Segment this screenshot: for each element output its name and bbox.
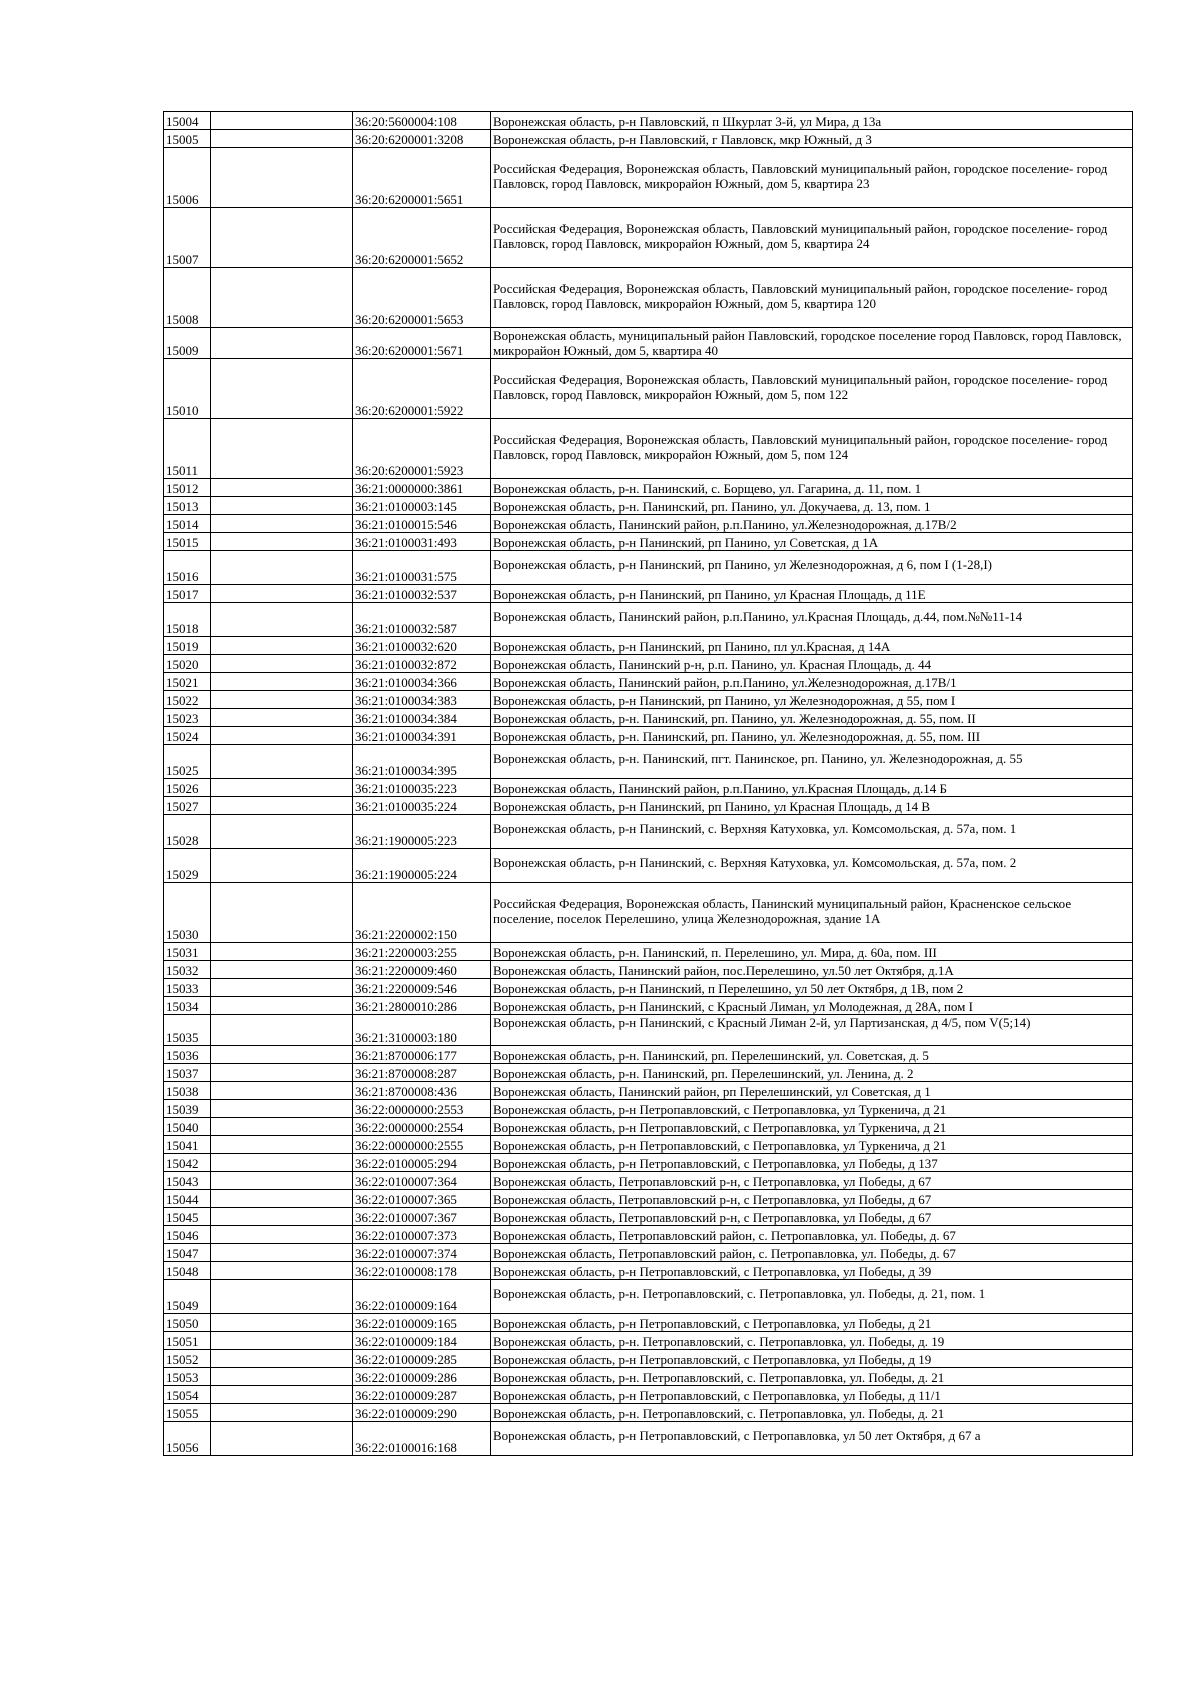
table-row	[164, 1172, 1133, 1190]
row-number: 15035	[164, 1015, 211, 1046]
row-number: 15044	[164, 1190, 211, 1208]
cadastral-number: 36:22:0000000:2553	[353, 1100, 491, 1118]
empty-cell	[211, 779, 353, 797]
table-row	[164, 1244, 1133, 1262]
cadastral-number: 36:22:0100009:184	[353, 1332, 491, 1350]
table-row	[164, 1064, 1133, 1082]
row-number: 15026	[164, 779, 211, 797]
cadastral-number: 36:20:6200001:5653	[353, 268, 491, 328]
table-row	[164, 497, 1133, 515]
row-number: 15017	[164, 585, 211, 603]
empty-cell	[211, 148, 353, 208]
row-number: 15025	[164, 745, 211, 779]
empty-cell	[211, 1015, 353, 1046]
empty-cell	[211, 1190, 353, 1208]
table-row	[164, 779, 1133, 797]
address: Воронежская область, р-н Панинский, рп Панино, ул Красная Площадь, д 11Е	[491, 585, 1133, 603]
cadastral-number: 36:21:0100034:395	[353, 745, 491, 779]
empty-cell	[211, 1118, 353, 1136]
row-number: 15020	[164, 655, 211, 673]
row-number: 15013	[164, 497, 211, 515]
address: Воронежская область, р-н Панинский, рп Панино, ул Советская, д 1А	[491, 533, 1133, 551]
cadastral-number: 36:20:6200001:5923	[353, 419, 491, 479]
table-row	[164, 112, 1133, 130]
table-row	[164, 1314, 1133, 1332]
empty-cell	[211, 1422, 353, 1456]
cadastral-number: 36:22:0100007:373	[353, 1226, 491, 1244]
row-number: 15030	[164, 883, 211, 943]
row-number: 15031	[164, 943, 211, 961]
table-row	[164, 1386, 1133, 1404]
row-number: 15049	[164, 1280, 211, 1314]
empty-cell	[211, 1046, 353, 1064]
row-number: 15015	[164, 533, 211, 551]
empty-cell	[211, 1100, 353, 1118]
cadastral-number: 36:21:0100032:537	[353, 585, 491, 603]
table-row	[164, 1404, 1133, 1422]
address: Воронежская область, Панинский район, р.п.Панино, ул.Красная Площадь, д.44, пом.№№11-14	[491, 603, 1133, 637]
address: Российская Федерация, Воронежская область, Панинский муниципальный район, Красненское сельское поселение, поселок Перелешино, улица Железнодорожная, здание 1А	[491, 883, 1133, 943]
row-number: 15052	[164, 1350, 211, 1368]
row-number: 15039	[164, 1100, 211, 1118]
row-number: 15004	[164, 112, 211, 130]
cadastral-number: 36:21:2200009:546	[353, 979, 491, 997]
address: Воронежская область, Панинский район, р.п.Панино, ул.Красная Площадь, д.14 Б	[491, 779, 1133, 797]
cadastral-number: 36:20:5600004:108	[353, 112, 491, 130]
table-row	[164, 479, 1133, 497]
table-row	[164, 1136, 1133, 1154]
empty-cell	[211, 1332, 353, 1350]
cadastral-number: 36:22:0100016:168	[353, 1422, 491, 1456]
address: Воронежская область, р-н. Панинский, рп. Панино, ул. Докучаева, д. 13, пом. 1	[491, 497, 1133, 515]
row-number: 15023	[164, 709, 211, 727]
cadastral-number: 36:21:8700008:287	[353, 1064, 491, 1082]
table-row	[164, 533, 1133, 551]
empty-cell	[211, 1208, 353, 1226]
address: Воронежская область, р-н. Петропавловский, с. Петропавловка, ул. Победы, д. 21	[491, 1368, 1133, 1386]
address: Российская Федерация, Воронежская область, Павловский муниципальный район, городское поселение- город Павловск, город Павловск, микрорайон Южный, дом 5, пом 124	[491, 419, 1133, 479]
table-row	[164, 130, 1133, 148]
table-row	[164, 1015, 1133, 1046]
address: Воронежская область, р-н. Панинский, рп. Перелешинский, ул. Советская, д. 5	[491, 1046, 1133, 1064]
table-row	[164, 883, 1133, 943]
cadastral-number: 36:21:0100034:383	[353, 691, 491, 709]
address: Воронежская область, р-н. Панинский, рп. Панино, ул. Железнодорожная, д. 55, пом. III	[491, 727, 1133, 745]
table-row	[164, 148, 1133, 208]
empty-cell	[211, 637, 353, 655]
cadastral-number: 36:22:0100009:285	[353, 1350, 491, 1368]
row-number: 15019	[164, 637, 211, 655]
table-row	[164, 797, 1133, 815]
row-number: 15027	[164, 797, 211, 815]
address: Воронежская область, р-н Панинский, с Красный Лиман 2-й, ул Партизанская, д 4/5, пом V(5;14)	[491, 1015, 1133, 1046]
table-row	[164, 551, 1133, 585]
row-number: 15028	[164, 815, 211, 849]
row-number: 15041	[164, 1136, 211, 1154]
address: Воронежская область, р-н Панинский, с. Верхняя Катуховка, ул. Комсомольская, д. 57а, пом. 1	[491, 815, 1133, 849]
address: Воронежская область, муниципальный район Павловский, городское поселение город Павловск, город Павловск, микрорайон Южный, дом 5, квартира 40	[491, 328, 1133, 359]
empty-cell	[211, 1386, 353, 1404]
address: Воронежская область, р-н Панинский, с Красный Лиман, ул Молодежная, д 28А, пом I	[491, 997, 1133, 1015]
cadastral-number: 36:22:0100009:165	[353, 1314, 491, 1332]
table-row	[164, 637, 1133, 655]
empty-cell	[211, 1350, 353, 1368]
row-number: 15009	[164, 328, 211, 359]
cadastral-number: 36:21:0000000:3861	[353, 479, 491, 497]
empty-cell	[211, 479, 353, 497]
table-row	[164, 1118, 1133, 1136]
cadastral-number: 36:22:0100007:364	[353, 1172, 491, 1190]
row-number: 15010	[164, 359, 211, 419]
row-number: 15033	[164, 979, 211, 997]
address: Воронежская область, р-н Петропавловский, с Петропавловка, ул Туркенича, д 21	[491, 1100, 1133, 1118]
table-row	[164, 603, 1133, 637]
row-number: 15048	[164, 1262, 211, 1280]
address: Воронежская область, Панинский район, рп Перелешинский, ул Советская, д 1	[491, 1082, 1133, 1100]
address: Воронежская область, р-н Петропавловский, с Петропавловка, ул Победы, д 11/1	[491, 1386, 1133, 1404]
table-row	[164, 655, 1133, 673]
cadastral-number: 36:22:0100007:367	[353, 1208, 491, 1226]
table-row	[164, 328, 1133, 359]
row-number: 15053	[164, 1368, 211, 1386]
cadastral-number: 36:20:6200001:5651	[353, 148, 491, 208]
address: Воронежская область, р-н Панинский, рп Панино, ул Железнодорожная, д 55, пом I	[491, 691, 1133, 709]
table-row	[164, 1046, 1133, 1064]
cadastral-number: 36:21:0100035:223	[353, 779, 491, 797]
cadastral-number: 36:22:0100008:178	[353, 1262, 491, 1280]
row-number: 15045	[164, 1208, 211, 1226]
cadastral-number: 36:21:0100003:145	[353, 497, 491, 515]
table-row	[164, 515, 1133, 533]
table-row	[164, 1226, 1133, 1244]
table-row	[164, 727, 1133, 745]
cadastral-number: 36:21:0100035:224	[353, 797, 491, 815]
empty-cell	[211, 883, 353, 943]
cadastral-number: 36:21:0100031:575	[353, 551, 491, 585]
cadastral-number: 36:21:8700006:177	[353, 1046, 491, 1064]
empty-cell	[211, 1368, 353, 1386]
table-row	[164, 585, 1133, 603]
cadastral-number: 36:21:0100032:872	[353, 655, 491, 673]
empty-cell	[211, 1172, 353, 1190]
row-number: 15036	[164, 1046, 211, 1064]
address: Воронежская область, р-н. Панинский, пгт. Панинское, рп. Панино, ул. Железнодорожная, д. 55	[491, 745, 1133, 779]
row-number: 15016	[164, 551, 211, 585]
table-row	[164, 745, 1133, 779]
empty-cell	[211, 655, 353, 673]
row-number: 15024	[164, 727, 211, 745]
address: Воронежская область, р-н Панинский, рп Панино, ул Железнодорожная, д 6, пом I (1-28,I)	[491, 551, 1133, 585]
address: Воронежская область, р-н. Панинский, рп. Перелешинский, ул. Ленина, д. 2	[491, 1064, 1133, 1082]
row-number: 15018	[164, 603, 211, 637]
empty-cell	[211, 112, 353, 130]
row-number: 15046	[164, 1226, 211, 1244]
cadastral-number: 36:21:2800010:286	[353, 997, 491, 1015]
table-row	[164, 961, 1133, 979]
address: Воронежская область, р-н. Петропавловский, с. Петропавловка, ул. Победы, д. 19	[491, 1332, 1133, 1350]
cadastral-number: 36:20:6200001:5652	[353, 208, 491, 268]
row-number: 15006	[164, 148, 211, 208]
table-row	[164, 1332, 1133, 1350]
row-number: 15051	[164, 1332, 211, 1350]
row-number: 15037	[164, 1064, 211, 1082]
address: Воронежская область, Петропавловский р-н, с Петропавловка, ул Победы, д 67	[491, 1208, 1133, 1226]
cadastral-number: 36:21:2200009:460	[353, 961, 491, 979]
address: Воронежская область, р-н Петропавловский, с Петропавловка, ул Победы, д 137	[491, 1154, 1133, 1172]
cadastral-number: 36:22:0000000:2555	[353, 1136, 491, 1154]
address: Воронежская область, р-н Павловский, п Шкурлат 3-й, ул Мира, д 13а	[491, 112, 1133, 130]
empty-cell	[211, 130, 353, 148]
empty-cell	[211, 208, 353, 268]
empty-cell	[211, 727, 353, 745]
cadastral-number: 36:22:0100009:287	[353, 1386, 491, 1404]
empty-cell	[211, 943, 353, 961]
row-number: 15007	[164, 208, 211, 268]
cadastral-number: 36:21:0100015:546	[353, 515, 491, 533]
address: Воронежская область, р-н Панинский, с. Верхняя Катуховка, ул. Комсомольская, д. 57а, пом. 2	[491, 849, 1133, 883]
empty-cell	[211, 797, 353, 815]
row-number: 15042	[164, 1154, 211, 1172]
empty-cell	[211, 1136, 353, 1154]
table-row	[164, 1280, 1133, 1314]
cadastral-number: 36:22:0100009:290	[353, 1404, 491, 1422]
cadastral-number: 36:21:0100032:587	[353, 603, 491, 637]
table-row	[164, 208, 1133, 268]
row-number: 15054	[164, 1386, 211, 1404]
row-number: 15012	[164, 479, 211, 497]
address: Воронежская область, Петропавловский р-н, с Петропавловка, ул Победы, д 67	[491, 1190, 1133, 1208]
address: Воронежская область, р-н Панинский, п Перелешино, ул 50 лет Октября, д 1В, пом 2	[491, 979, 1133, 997]
empty-cell	[211, 1404, 353, 1422]
row-number: 15029	[164, 849, 211, 883]
table-row	[164, 1422, 1133, 1456]
cadastral-number: 36:21:0100032:620	[353, 637, 491, 655]
table-body	[164, 112, 1133, 1456]
empty-cell	[211, 585, 353, 603]
address: Воронежская область, р-н. Петропавловский, с. Петропавловка, ул. Победы, д. 21, пом. 1	[491, 1280, 1133, 1314]
cadastral-number: 36:22:0100007:365	[353, 1190, 491, 1208]
address: Воронежская область, р-н Петропавловский, с Петропавловка, ул Победы, д 39	[491, 1262, 1133, 1280]
row-number: 15014	[164, 515, 211, 533]
cadastral-number: 36:21:0100034:391	[353, 727, 491, 745]
table-row	[164, 359, 1133, 419]
address: Российская Федерация, Воронежская область, Павловский муниципальный район, городское поселение- город Павловск, город Павловск, микрорайон Южный, дом 5, квартира 24	[491, 208, 1133, 268]
row-number: 15032	[164, 961, 211, 979]
address: Российская Федерация, Воронежская область, Павловский муниципальный район, городское поселение- город Павловск, город Павловск, микрорайон Южный, дом 5, квартира 120	[491, 268, 1133, 328]
empty-cell	[211, 1262, 353, 1280]
table-row	[164, 268, 1133, 328]
address: Российская Федерация, Воронежская область, Павловский муниципальный район, городское поселение- город Павловск, город Павловск, микрорайон Южный, дом 5, пом 122	[491, 359, 1133, 419]
cadastral-number: 36:20:6200001:5922	[353, 359, 491, 419]
table-row	[164, 709, 1133, 727]
empty-cell	[211, 359, 353, 419]
empty-cell	[211, 997, 353, 1015]
row-number: 15055	[164, 1404, 211, 1422]
table-row	[164, 943, 1133, 961]
cadastral-number: 36:21:8700008:436	[353, 1082, 491, 1100]
cadastral-number: 36:22:0100005:294	[353, 1154, 491, 1172]
empty-cell	[211, 849, 353, 883]
cadastral-number: 36:21:0100031:493	[353, 533, 491, 551]
empty-cell	[211, 551, 353, 585]
row-number: 15021	[164, 673, 211, 691]
address: Воронежская область, Петропавловский р-н, с Петропавловка, ул Победы, д 67	[491, 1172, 1133, 1190]
empty-cell	[211, 1154, 353, 1172]
empty-cell	[211, 1280, 353, 1314]
table-row	[164, 1154, 1133, 1172]
table-row	[164, 691, 1133, 709]
cadastral-number: 36:22:0100007:374	[353, 1244, 491, 1262]
table-row	[164, 849, 1133, 883]
empty-cell	[211, 1064, 353, 1082]
empty-cell	[211, 419, 353, 479]
address: Воронежская область, р-н Панинский, рп Панино, ул Красная Площадь, д 14 В	[491, 797, 1133, 815]
cadastral-number: 36:21:3100003:180	[353, 1015, 491, 1046]
empty-cell	[211, 961, 353, 979]
cadastral-number: 36:22:0100009:164	[353, 1280, 491, 1314]
table-row	[164, 673, 1133, 691]
empty-cell	[211, 533, 353, 551]
cadastral-number: 36:21:0100034:366	[353, 673, 491, 691]
cadastral-number: 36:20:6200001:3208	[353, 130, 491, 148]
address: Воронежская область, р-н. Панинский, п. Перелешино, ул. Мира, д. 60а, пом. III	[491, 943, 1133, 961]
row-number: 15038	[164, 1082, 211, 1100]
cadastral-number: 36:22:0100009:286	[353, 1368, 491, 1386]
row-number: 15040	[164, 1118, 211, 1136]
row-number: 15056	[164, 1422, 211, 1456]
address: Воронежская область, р-н Петропавловский, с Петропавловка, ул Победы, д 21	[491, 1314, 1133, 1332]
empty-cell	[211, 815, 353, 849]
address: Воронежская область, Петропавловский район, с. Петропавловка, ул. Победы, д. 67	[491, 1226, 1133, 1244]
address: Воронежская область, Панинский район, пос.Перелешино, ул.50 лет Октября, д.1А	[491, 961, 1133, 979]
table-row	[164, 419, 1133, 479]
row-number: 15011	[164, 419, 211, 479]
table-row	[164, 997, 1133, 1015]
cadastral-number: 36:22:0000000:2554	[353, 1118, 491, 1136]
table-row	[164, 1350, 1133, 1368]
empty-cell	[211, 691, 353, 709]
table-row	[164, 1190, 1133, 1208]
table-row	[164, 815, 1133, 849]
property-table	[163, 111, 1133, 1456]
empty-cell	[211, 603, 353, 637]
address: Воронежская область, Панинский район, р.п.Панино, ул.Железнодорожная, д.17В/1	[491, 673, 1133, 691]
row-number: 15005	[164, 130, 211, 148]
address: Российская Федерация, Воронежская область, Павловский муниципальный район, городское поселение- город Павловск, город Павловск, микрорайон Южный, дом 5, квартира 23	[491, 148, 1133, 208]
address: Воронежская область, р-н Панинский, рп Панино, пл ул.Красная, д 14А	[491, 637, 1133, 655]
table-row	[164, 1208, 1133, 1226]
empty-cell	[211, 1082, 353, 1100]
address: Воронежская область, р-н. Панинский, с. Борщево, ул. Гагарина, д. 11, пом. 1	[491, 479, 1133, 497]
row-number: 15043	[164, 1172, 211, 1190]
address: Воронежская область, р-н Петропавловский, с Петропавловка, ул Туркенича, д 21	[491, 1136, 1133, 1154]
empty-cell	[211, 745, 353, 779]
address: Воронежская область, р-н Петропавловский, с Петропавловка, ул Туркенича, д 21	[491, 1118, 1133, 1136]
empty-cell	[211, 1226, 353, 1244]
address: Воронежская область, р-н Петропавловский, с Петропавловка, ул Победы, д 19	[491, 1350, 1133, 1368]
empty-cell	[211, 979, 353, 997]
empty-cell	[211, 268, 353, 328]
cadastral-number: 36:21:0100034:384	[353, 709, 491, 727]
address: Воронежская область, р-н Петропавловский, с Петропавловка, ул 50 лет Октября, д 67 а	[491, 1422, 1133, 1456]
cadastral-number: 36:20:6200001:5671	[353, 328, 491, 359]
table-row	[164, 979, 1133, 997]
row-number: 15022	[164, 691, 211, 709]
address: Воронежская область, Панинский р-н, р.п. Панино, ул. Красная Площадь, д. 44	[491, 655, 1133, 673]
empty-cell	[211, 515, 353, 533]
empty-cell	[211, 1244, 353, 1262]
table-row	[164, 1082, 1133, 1100]
cadastral-number: 36:21:2200002:150	[353, 883, 491, 943]
cadastral-number: 36:21:1900005:224	[353, 849, 491, 883]
row-number: 15008	[164, 268, 211, 328]
row-number: 15047	[164, 1244, 211, 1262]
row-number: 15050	[164, 1314, 211, 1332]
empty-cell	[211, 497, 353, 515]
address: Воронежская область, р-н Павловский, г Павловск, мкр Южный, д 3	[491, 130, 1133, 148]
address: Воронежская область, Панинский район, р.п.Панино, ул.Железнодорожная, д.17В/2	[491, 515, 1133, 533]
empty-cell	[211, 673, 353, 691]
address: Воронежская область, р-н. Панинский, рп. Панино, ул. Железнодорожная, д. 55, пом. II	[491, 709, 1133, 727]
empty-cell	[211, 709, 353, 727]
address: Воронежская область, р-н. Петропавловский, с. Петропавловка, ул. Победы, д. 21	[491, 1404, 1133, 1422]
table-row	[164, 1262, 1133, 1280]
row-number: 15034	[164, 997, 211, 1015]
empty-cell	[211, 328, 353, 359]
empty-cell	[211, 1314, 353, 1332]
table-row	[164, 1100, 1133, 1118]
cadastral-number: 36:21:2200003:255	[353, 943, 491, 961]
address: Воронежская область, Петропавловский район, с. Петропавловка, ул. Победы, д. 67	[491, 1244, 1133, 1262]
table-row	[164, 1368, 1133, 1386]
cadastral-number: 36:21:1900005:223	[353, 815, 491, 849]
